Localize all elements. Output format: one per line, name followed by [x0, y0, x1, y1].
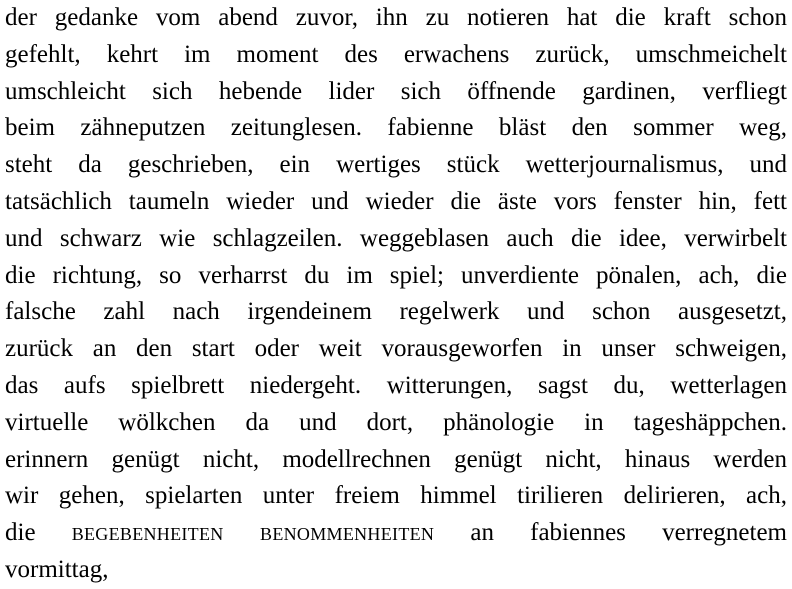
poem-line-13: erinnern genügt nicht, modellrechnen genügt nicht, hinaus werden	[5, 445, 787, 473]
poem-text-block	[5, 0, 787, 589]
poem-line-12: virtuelle wölkchen da und dort, phänologie in tageshäppchen.	[5, 408, 787, 436]
poem-line-9: falsche zahl nach irgendeinem regelwerk und schon ausgesetzt,	[5, 298, 787, 326]
poem-line-1: der gedanke vom abend zuvor, ihn zu notieren hat die kraft schon	[5, 4, 787, 31]
poem-line-15	[5, 515, 787, 552]
poem-line-5: steht da geschrieben, ein wertiges stück wetterjournalismus, und	[5, 151, 787, 179]
poem-line-15-prefix: die	[5, 519, 36, 547]
poem-line-10: zurück an den start oder weit vorausgeworfen in unser schweigen,	[5, 335, 787, 363]
poem-line-15-suffix: an fabiennes verregnetem	[470, 519, 787, 547]
poem-line-3: umschleicht sich hebende lider sich öffnende gardinen, verfliegt	[5, 77, 787, 105]
poem-line-7: und schwarz wie schlagzeilen. weggeblasen auch die idee, verwirbelt	[5, 224, 787, 252]
poem-line-8: die richtung, so verharrst du im spiel; unverdiente pönalen, ach, die	[5, 261, 787, 289]
poem-line-4: beim zähneputzen zeitunglesen. fabienne bläst den sommer weg,	[5, 114, 787, 142]
poem-line-15-smallcaps: begebenheiten benommenheiten	[71, 519, 435, 547]
poem-line-6: tatsächlich taumeln wieder und wieder die äste vors fenster hin, fett	[5, 187, 787, 215]
poem-line-11: das aufs spielbrett niedergeht. witterungen, sagst du, wetterlagen	[5, 371, 787, 399]
poem-line-16: vormittag,	[5, 555, 109, 583]
poem-line-14: wir gehen, spielarten unter freiem himmel tirilieren delirieren, ach,	[5, 482, 787, 510]
poem-line-2: gefehlt, kehrt im moment des erwachens zurück, umschmeichelt	[5, 40, 787, 68]
